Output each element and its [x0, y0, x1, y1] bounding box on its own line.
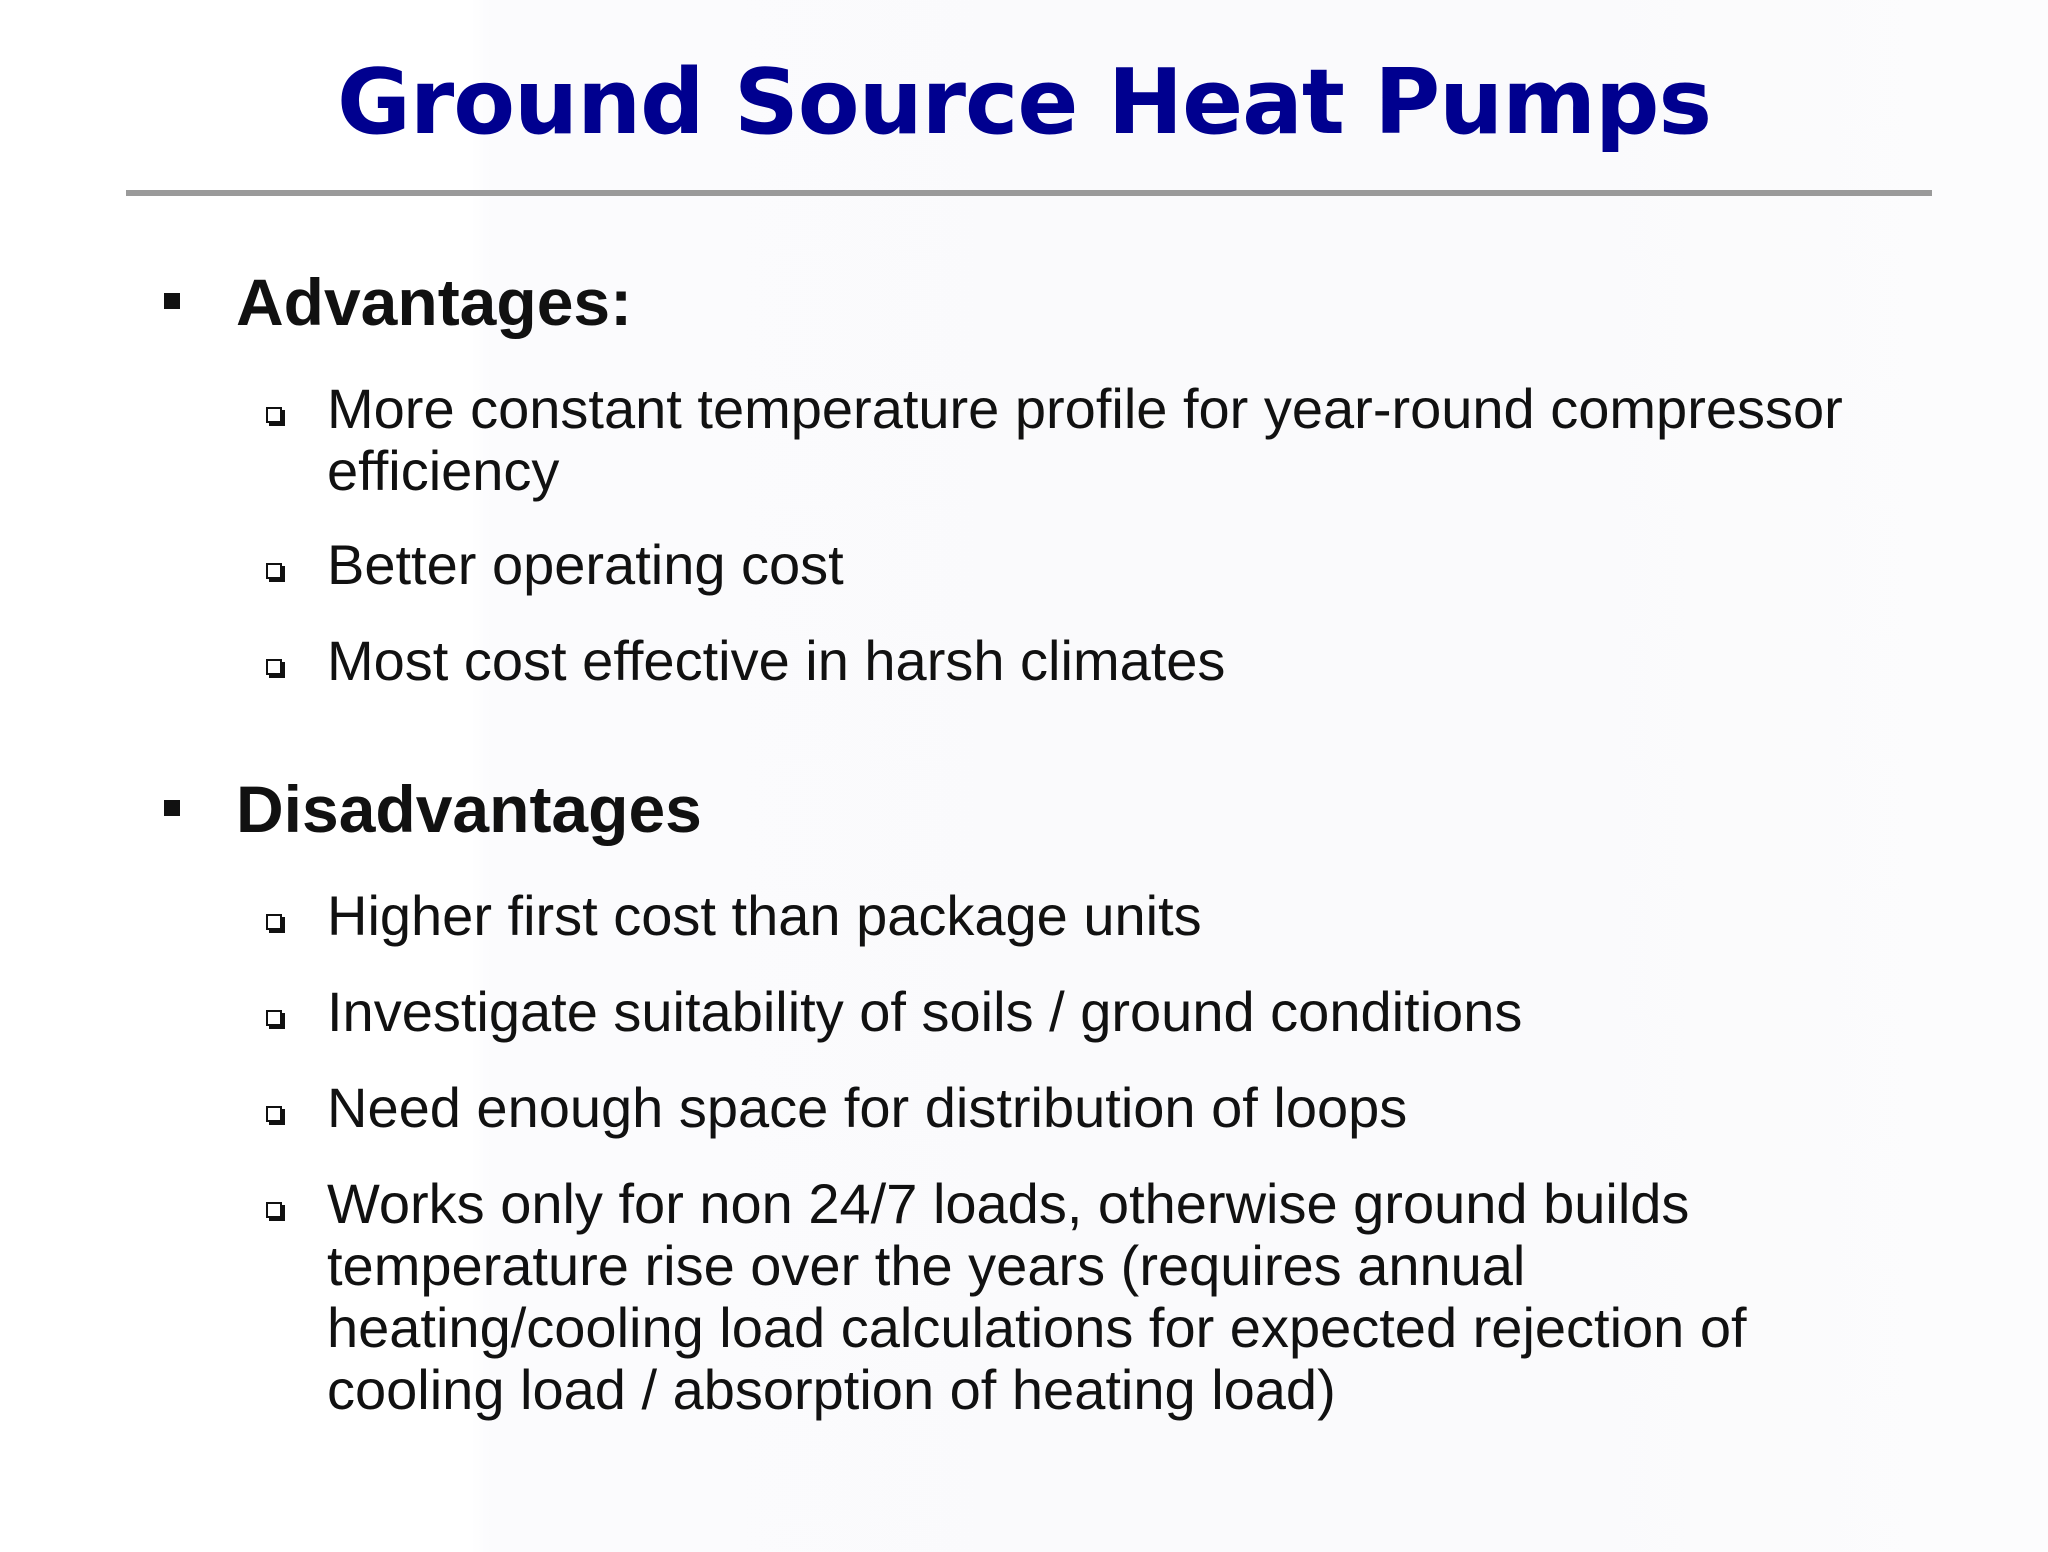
- list-item-text: Works only for non 24/7 loads, otherwise ground builds temperature rise over the years (requires annual heating/cooling load calculations for expected rejection of cooling load / absorption of heating load): [327, 1172, 1747, 1421]
- list-item-text: Better operating cost: [327, 533, 844, 596]
- shadowed-box-bullet-icon: [266, 1202, 282, 1218]
- title-divider: [126, 190, 1932, 196]
- section-heading-advantages: Advantages:: [236, 265, 633, 339]
- section-heading-disadvantages: Disadvantages: [236, 772, 702, 846]
- shadowed-box-bullet-icon: [266, 1010, 282, 1026]
- slide-title: Ground Source Heat Pumps: [336, 50, 1712, 155]
- shadowed-box-bullet-icon: [266, 659, 282, 675]
- list-item-text: Investigate suitability of soils / ground conditions: [327, 980, 1523, 1043]
- list-item-text: Need enough space for distribution of loops: [327, 1076, 1408, 1139]
- shadowed-box-bullet-icon: [266, 914, 282, 930]
- filled-square-bullet-icon: [164, 293, 180, 309]
- list-item-text: More constant temperature profile for year-round compressor efficiency: [327, 377, 1843, 502]
- list-item-text: Higher first cost than package units: [327, 884, 1202, 947]
- filled-square-bullet-icon: [164, 800, 180, 816]
- list-item-text: Most cost effective in harsh climates: [327, 629, 1226, 692]
- shadowed-box-bullet-icon: [266, 407, 282, 423]
- shadowed-box-bullet-icon: [266, 1106, 282, 1122]
- shadowed-box-bullet-icon: [266, 563, 282, 579]
